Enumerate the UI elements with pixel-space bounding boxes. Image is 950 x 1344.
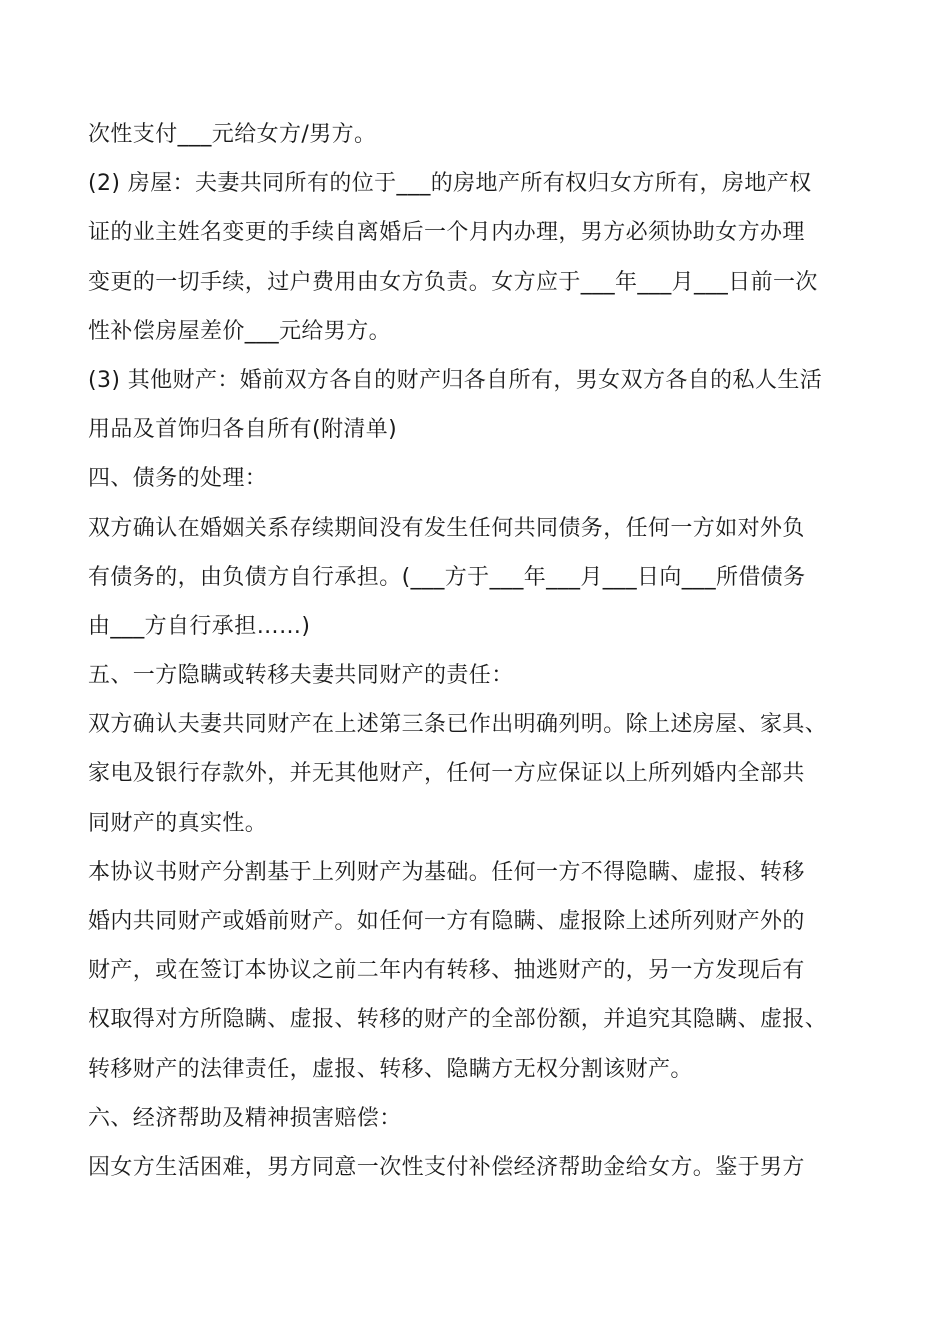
section-heading-6: 六、经济帮助及精神损害赔偿： (88, 1105, 402, 1131)
text-line-16: 本协议书财产分割基于上列财产为基础。任何一方不得隐瞒、虚报、转移 (88, 859, 805, 885)
text-line-4: 变更的一切手续，过户费用由女方负责。女方应于___年___月___日前一次 (88, 269, 818, 295)
document-body (88, 110, 888, 1192)
text-line-14: 家电及银行存款外，并无其他财产，任何一方应保证以上所列婚内全部共 (88, 761, 805, 787)
text-line-10: 有债务的，由负债方自行承担。(___方于___年___月___日向___所借债务 (88, 564, 806, 590)
text-line-7: 用品及首饰归各自所有(附清单) (88, 417, 398, 443)
text-line-19: 权取得对方所隐瞒、虚报、转移的财产的全部份额，并追究其隐瞒、虚报、 (88, 1007, 828, 1033)
text-line-9: 双方确认在婚姻关系存续期间没有发生任何共同债务，任何一方如对外负 (88, 515, 805, 541)
text-line-13: 双方确认夫妻共同财产在上述第三条已作出明确列明。除上述房屋、家具、 (88, 712, 828, 738)
text-line-11: 由___方自行承担……) (88, 613, 311, 639)
text-line-18: 财产，或在签订本协议之前二年内有转移、抽逃财产的，另一方发现后有 (88, 958, 805, 984)
text-line-5: 性补偿房屋差价___元给男方。 (88, 318, 392, 344)
text-line-6: (3) 其他财产：婚前双方各自的财产归各自所有，男女双方各自的私人生活 (88, 367, 823, 393)
text-line-2: (2) 房屋：夫妻共同所有的位于___的房地产所有权归女方所有，房地产权 (88, 171, 812, 197)
section-heading-4: 四、债务的处理： (88, 466, 268, 492)
section-heading-5: 五、一方隐瞒或转移夫妻共同财产的责任： (88, 663, 514, 689)
text-line-15: 同财产的真实性。 (88, 810, 268, 836)
text-line-17: 婚内共同财产或婚前财产。如任何一方有隐瞒、虚报除上述所列财产外的 (88, 909, 805, 934)
text-line-1: 次性支付___元给女方/男方。 (88, 122, 377, 147)
text-line-20: 转移财产的法律责任，虚报、转移、隐瞒方无权分割该财产。 (88, 1056, 693, 1082)
text-line-3: 证的业主姓名变更的手续自离婚后一个月内办理，男方必须协助女方办理 (88, 220, 805, 246)
text-line-22: 因女方生活困难，男方同意一次性支付补偿经济帮助金给女方。鉴于男方 (88, 1154, 805, 1180)
